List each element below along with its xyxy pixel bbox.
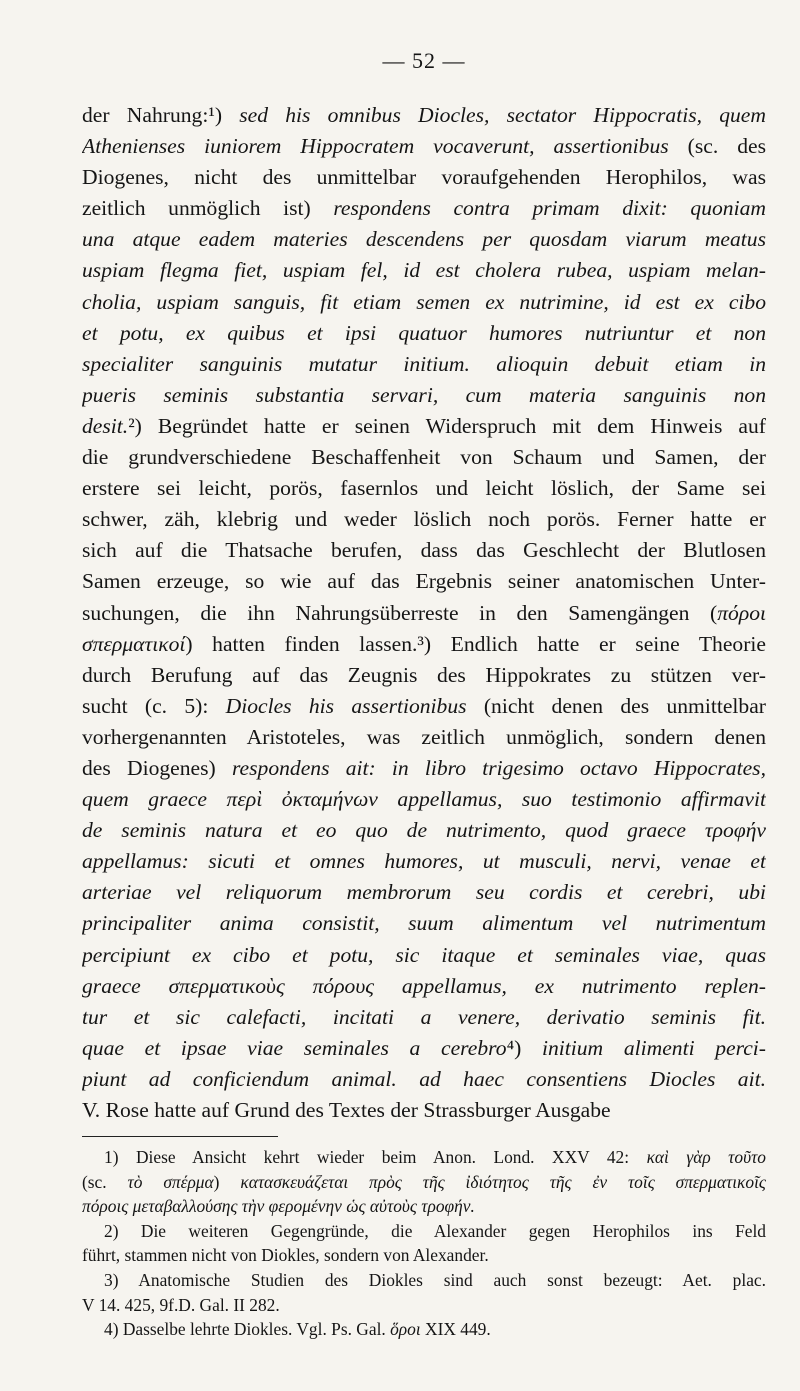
footnote-2 — [82, 1219, 766, 1268]
text-line: sucht (c. 5): Diocles his assertionibus (nicht denen des unmittelbar — [82, 693, 766, 718]
text-line: der Nahrung:¹) sed his omnibus Diocles, sectator Hippocratis, quem — [82, 103, 766, 127]
text-line: quae et ipsae viae seminales a cerebro⁴) initium alimenti perci- — [82, 1035, 766, 1060]
text-line: sich auf die Thatsache berufen, dass das Geschlecht der Blutlosen — [82, 538, 766, 563]
text-line: graece σπερματικοὺς πόρους appellamus, ex nutrimento replen- — [82, 973, 766, 998]
text-line: die grundverschiedene Beschaffenheit von Schaum und Samen, der — [82, 445, 766, 470]
text-line: Samen erzeuge, so wie auf das Ergebnis seiner anatomischen Unter- — [82, 569, 766, 594]
text-line: durch Berufung auf das Zeugnis des Hippokrates zu stützen ver- — [82, 662, 766, 687]
text-line: de seminis natura et eo quo de nutrimento, quod graece τροφήν — [82, 818, 766, 843]
text-line: desit.²) Begründet hatte er seinen Widerspruch mit dem Hinweis auf — [82, 413, 766, 438]
footnote-line: führt, stammen nicht von Diokles, sondern von Alexander. — [82, 1245, 489, 1266]
footnote-line: 3) Anatomische Studien des Diokles sind auch sonst bezeugt: Aet. plac. — [104, 1270, 766, 1291]
text-line: appellamus: sicuti et omnes humores, ut musculi, nervi, venae et — [82, 849, 766, 874]
footnote-line: 2) Die weiteren Gegengründe, die Alexander gegen Herophilos ins Feld — [104, 1220, 766, 1241]
text-line: et potu, ex quibus et ipsi quatuor humores nutriuntur et non — [82, 320, 766, 345]
footnote-line: V 14. 425, 9f.D. Gal. II 282. — [82, 1294, 280, 1315]
main-text — [82, 100, 766, 1126]
text-line: vorhergenannten Aristoteles, was zeitlich unmöglich, sondern denen — [82, 724, 766, 749]
footnote-line: 4) Dasselbe lehrte Diokles. Vgl. Ps. Gal. ὅροι XIX 449. — [104, 1319, 491, 1340]
text-line: quem graece περὶ ὀκταμήνων appellamus, suo testimonio affirmavit — [82, 787, 766, 812]
text-line: pueris seminis substantia servari, cum materia sanguinis non — [82, 382, 766, 407]
text-line: piunt ad conficiendum animal. ad haec consentiens Diocles ait. — [82, 1066, 766, 1091]
text-line: schwer, zäh, klebrig und weder löslich noch porös. Ferner hatte er — [82, 507, 766, 532]
text-line: σπερματικοί) hatten finden lassen.³) Endlich hatte er seine Theorie — [82, 631, 766, 656]
footnote-4 — [82, 1317, 766, 1342]
text-line: principaliter anima consistit, suum alimentum vel nutrimentum — [82, 911, 766, 936]
page-number: — 52 — — [382, 48, 466, 73]
text-line: tur et sic calefacti, incitati a venere, derivatio seminis fit. — [82, 1004, 766, 1029]
text-line: percipiunt ex cibo et potu, sic itaque et seminales viae, quas — [82, 942, 766, 967]
text-line: zeitlich unmöglich ist) respondens contra primam dixit: quoniam — [82, 196, 766, 221]
text-line: arteriae vel reliquorum membrorum seu cordis et cerebri, ubi — [82, 880, 766, 905]
footnote-line: 1) Diese Ansicht kehrt wieder beim Anon. Lond. XXV 42: καὶ γὰρ τοῦτο — [104, 1147, 766, 1168]
footnotes — [82, 1145, 766, 1342]
footnote-1 — [82, 1145, 766, 1219]
text-line: uspiam flegma fiet, uspiam fel, id est cholera rubea, uspiam melan- — [82, 258, 766, 283]
text-line: des Diogenes) respondens ait: in libro trigesimo octavo Hippocrates, — [82, 755, 766, 780]
text-line: Athenienses iuniorem Hippocratem vocaverunt, assertionibus (sc. des — [82, 134, 766, 159]
footnote-line: πόροις μεταβαλλούσης τὴν φερομένην ὡς αὐτοὺς τροφήν. — [82, 1196, 475, 1217]
text-line: Diogenes, nicht des unmittelbar voraufgehenden Herophilos, was — [82, 165, 766, 190]
footnote-line: (sc. τὸ σπέρμα) κατασκευάζεται πρὸς τῆς ἰδιότητος τῆς ἐν τοῖς σπερματικοῖς — [82, 1171, 766, 1192]
text-line: una atque eadem materies descendens per quosdam viarum meatus — [82, 227, 766, 252]
text-line: V. Rose hatte auf Grund des Textes der Strassburger Ausgabe — [82, 1098, 611, 1122]
text-line: suchungen, die ihn Nahrungsüberreste in den Samengängen (πόροι — [82, 600, 766, 625]
text-line: specialiter sanguinis mutatur initium. alioquin debuit etiam in — [82, 351, 766, 376]
footnote-separator — [82, 1136, 278, 1137]
text-line: cholia, uspiam sanguis, fit etiam semen ex nutrimine, id est ex cibo — [82, 289, 766, 314]
text-line: erstere sei leicht, porös, fasernlos und leicht löslich, der Same sei — [82, 476, 766, 501]
footnote-3 — [82, 1268, 766, 1317]
